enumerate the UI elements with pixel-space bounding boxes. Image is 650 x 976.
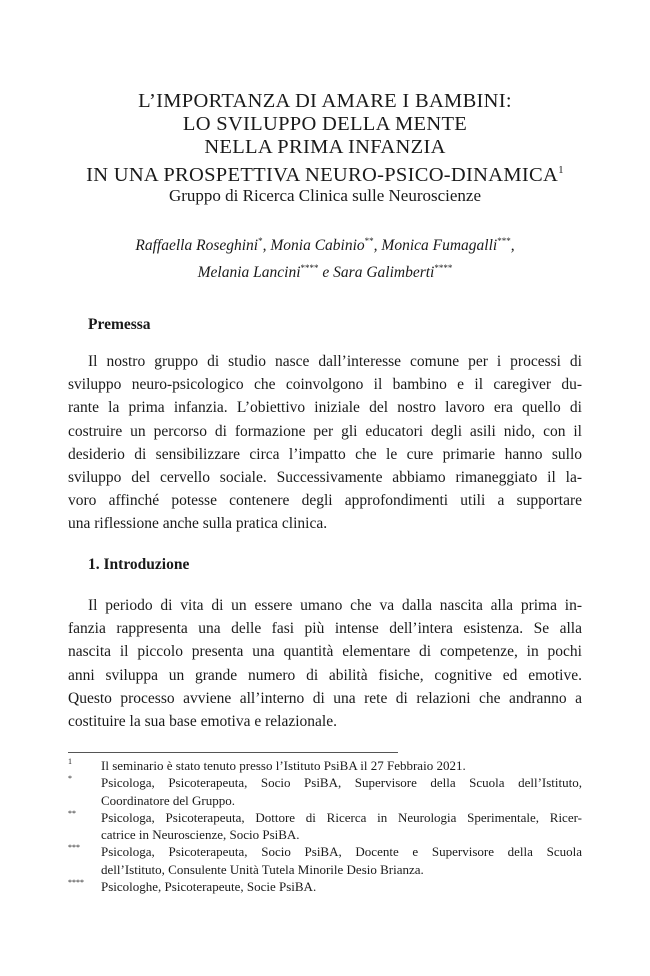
author-separator: , <box>373 237 382 254</box>
paragraph-line: costruire un percorso di formazione per gli educatori degli asili nido, con il <box>68 422 582 440</box>
paragraph-line: Questo processo avviene all’interno di una rete di relazioni che andranno a <box>68 689 582 707</box>
author-line <box>0 257 650 284</box>
footnote-mark: * <box>68 774 72 784</box>
author-name: Monia Cabinio <box>270 237 365 254</box>
author-name: Raffaella Roseghini <box>135 237 259 254</box>
title-line <box>0 159 650 187</box>
paragraph-premessa <box>68 350 582 536</box>
paragraph-line: desiderio di sensibilizzare circa l’impatto che le cure primarie hanno sullo <box>68 445 582 463</box>
paragraph-line: costituire la sua base emotiva e relazionale. <box>68 713 337 731</box>
paper-subtitle: Gruppo di Ricerca Clinica sulle Neuroscienze <box>168 186 482 205</box>
footnote <box>68 774 582 809</box>
footnote-line: Coordinatore del Gruppo. <box>101 792 235 808</box>
footnote <box>68 757 582 774</box>
paragraph-line: rante la prima infanzia. L’obiettivo iniziale del nostro lavoro era quello di <box>68 399 582 417</box>
footnote-divider <box>68 752 398 753</box>
paragraph-line: una riflessione anche sulla pratica clinica. <box>68 515 328 533</box>
footnote <box>68 878 582 895</box>
title-footnote-ref[interactable]: 1 <box>558 164 564 176</box>
author-line <box>0 230 650 257</box>
author-name: Melania Lancini <box>197 264 301 281</box>
author-list <box>0 230 650 284</box>
footnote-mark: ** <box>68 808 76 818</box>
title-line: L’IMPORTANZA DI AMARE I BAMBINI: <box>138 90 512 112</box>
author-name: Sara Galimberti <box>333 264 435 281</box>
paragraph-introduzione <box>68 594 582 733</box>
footnote-line: Il seminario è stato tenuto presso l’Istituto PsiBA il 27 Febbraio 2021. <box>101 758 466 773</box>
author-separator: e <box>318 264 334 281</box>
footnote-line: dell’Istituto, Consulente Unità Tutela Minorile Desio Brianza. <box>101 861 424 877</box>
footnote-mark: **** <box>68 878 84 888</box>
paragraph-line: nascita il piccolo presenta una quantità elementare di competenze, in pochi <box>68 643 582 661</box>
author-footnote-mark[interactable]: **** <box>300 263 319 273</box>
author-separator: , <box>262 237 271 254</box>
paragraph-line: anni sviluppa un grande numero di abilità fisiche, cognitive ed emotive. <box>68 666 582 684</box>
author-footnote-mark[interactable]: *** <box>497 236 511 246</box>
author-name: Monica Fumagalli <box>381 237 498 254</box>
author-separator: , <box>510 237 515 254</box>
footnote <box>68 809 582 844</box>
title-line: LO SVILUPPO DELLA MENTE <box>182 113 468 135</box>
footnote <box>68 843 582 878</box>
paragraph-line: voro affinché potesse contenere degli approfondimenti utili a supportare <box>68 492 582 510</box>
author-footnote-mark[interactable]: **** <box>434 263 453 273</box>
footnotes <box>68 757 582 895</box>
footnote-line: Psicologa, Psicoterapeuta, Socio PsiBA, Supervisore della Scuola dell’Istituto, <box>101 775 582 791</box>
footnote-mark: 1 <box>68 757 72 766</box>
paragraph-line: fanzia rappresenta una delle fasi più intense dell’intera esistenza. Se alla <box>68 620 582 638</box>
footnote-line: catrice in Neuroscienze, Socio PsiBA. <box>101 827 300 843</box>
title-line: NELLA PRIMA INFANZIA <box>204 136 446 158</box>
section-heading-introduzione: 1. Introduzione <box>88 556 190 573</box>
title-line-text: IN UNA PROSPETTIVA NEURO-PSICO-DINAMICA <box>86 164 559 186</box>
footnote-line: Psicologhe, Psicoterapeute, Socie PsiBA. <box>101 879 317 895</box>
footnote-mark: *** <box>68 843 80 853</box>
footnote-line: Psicologa, Psicoterapeuta, Socio PsiBA, Docente e Supervisore della Scuola <box>101 844 582 860</box>
paragraph-line: sviluppo neuro-psicologico che coinvolgono il bambino e il caregiver du- <box>68 376 582 394</box>
footnote-line: Psicologa, Psicoterapeuta, Dottore di Ricerca in Neurologia Sperimentale, Ricer- <box>101 809 582 825</box>
author-footnote-mark[interactable]: * <box>258 236 263 246</box>
paragraph-line: Il nostro gruppo di studio nasce dall’interesse comune per i processi di <box>88 353 582 370</box>
paper-title <box>0 90 650 187</box>
paragraph-line: Il periodo di vita di un essere umano che va dalla nascita alla prima in- <box>88 597 582 614</box>
paragraph-line: sviluppo del cervello sociale. Successivamente abbiamo rimaneggiato il la- <box>68 469 582 487</box>
section-heading-premessa: Premessa <box>88 316 151 333</box>
author-footnote-mark[interactable]: ** <box>364 236 374 246</box>
